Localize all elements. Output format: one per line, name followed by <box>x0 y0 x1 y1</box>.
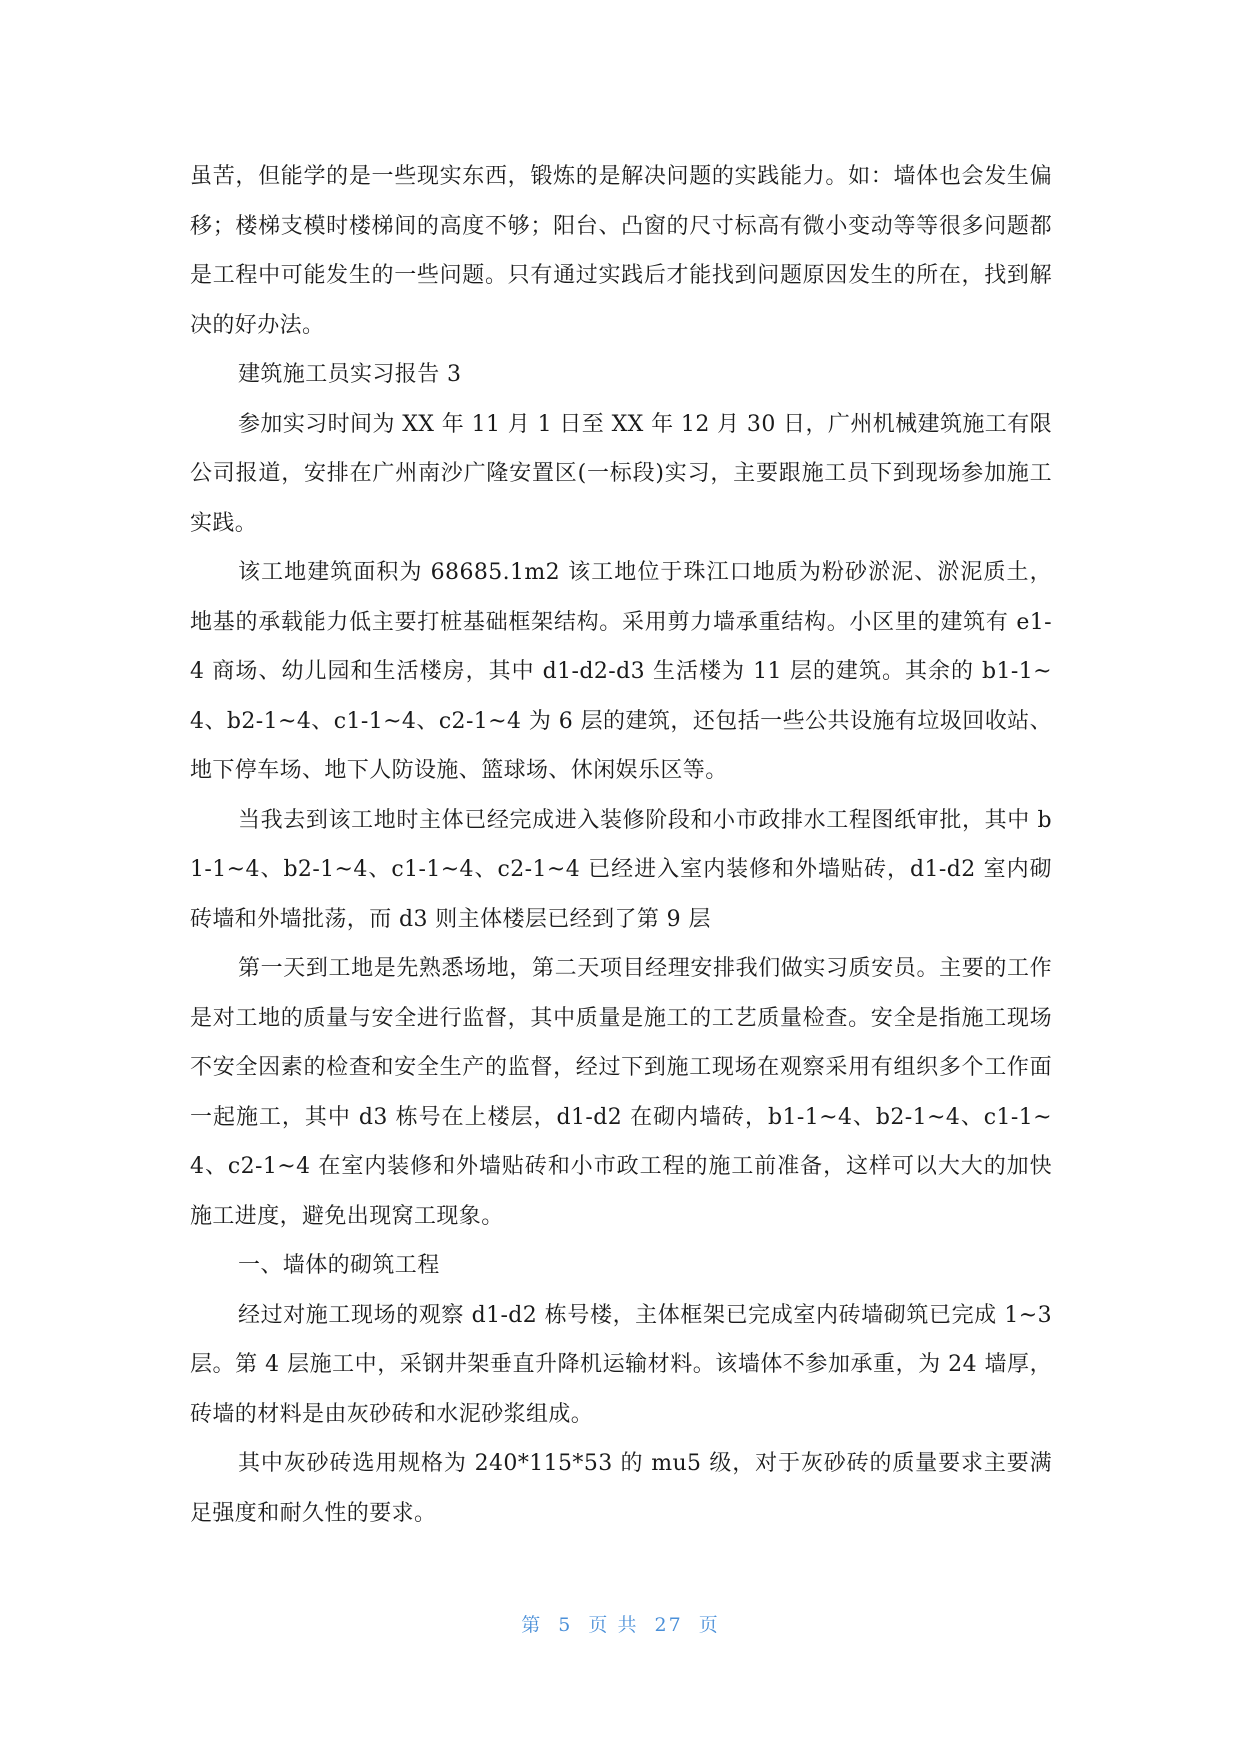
document-body <box>190 152 1052 1538</box>
paragraph-site-overview: 该工地建筑面积为 68685.1m2 该工地位于珠江口地质为粉砂淤泥、淤泥质土，地基的承载能力低主要打桩基础框架结构。采用剪力墙承重结构。小区里的建筑有 e1-4 商场、幼儿园和生活楼房，其中 d1-d2-d3 生活楼为 11 层的建筑。其余的 b1-1~4、b2-1~4、c1-1~4、c2-1~4 为 6 层的建筑，还包括一些公共设施有垃圾回收站、地下停车场、地下人防设施、篮球场、休闲娱乐区等。 <box>190 560 1052 783</box>
paragraph-brick-spec: 其中灰砂砖选用规格为 240*115*53 的 mu5 级，对于灰砂砖的质量要求主要满足强度和耐久性的要求。 <box>190 1451 1052 1526</box>
paragraph-masonry-observation: 经过对施工现场的观察 d1-d2 栋号楼，主体框架已完成室内砖墙砌筑已完成 1~3 层。第 4 层施工中，采钢井架垂直升降机运输材料。该墙体不参加承重，为 24 墙厚，砖墙的材料是由灰砂砖和水泥砂浆组成。 <box>190 1302 1052 1427</box>
section-heading-report-3: 建筑施工员实习报告 3 <box>238 362 462 387</box>
paragraph-internship-period: 参加实习时间为 XX 年 11 月 1 日至 XX 年 12 月 30 日，广州机械建筑施工有限公司报道，安排在广州南沙广隆安置区(一标段)实习，主要跟施工员下到现场参加施工实践。 <box>190 411 1052 536</box>
paragraph-continuation: 虽苦，但能学的是一些现实东西，锻炼的是解决问题的实践能力。如：墙体也会发生偏移；楼梯支模时楼梯间的高度不够；阳台、凸窗的尺寸标高有微小变动等等很多问题都是工程中可能发生的一些问题。只有通过实践后才能找到问题原因发生的所在，找到解决的好办法。 <box>190 164 1052 338</box>
paragraph-site-status: 当我去到该工地时主体已经完成进入装修阶段和小市政排水工程图纸审批，其中 b1-1~4、b2-1~4、c1-1~4、c2-1~4 已经进入室内装修和外墙贴砖，d1-d2 室内砌砖墙和外墙批荡，而 d3 则主体楼层已经到了第 9 层 <box>190 807 1052 932</box>
section-heading-masonry: 一、墙体的砌筑工程 <box>238 1253 440 1278</box>
paragraph-first-day: 第一天到工地是先熟悉场地，第二天项目经理安排我们做实习质安员。主要的工作是对工地的质量与安全进行监督，其中质量是施工的工艺质量检查。安全是指施工现场不安全因素的检查和安全生产的监督，经过下到施工现场在观察采用有组织多个工作面一起施工，其中 d3 栋号在上楼层，d1-d2 在砌内墙砖，b1-1~4、b2-1~4、c1-1~4、c2-1~4 在室内装修和外墙贴砖和小市政工程的施工前准备，这样可以大大的加快施工进度，避免出现窝工现象。 <box>190 956 1052 1229</box>
page-number-footer: 第 5 页 共 27 页 <box>521 1614 720 1636</box>
